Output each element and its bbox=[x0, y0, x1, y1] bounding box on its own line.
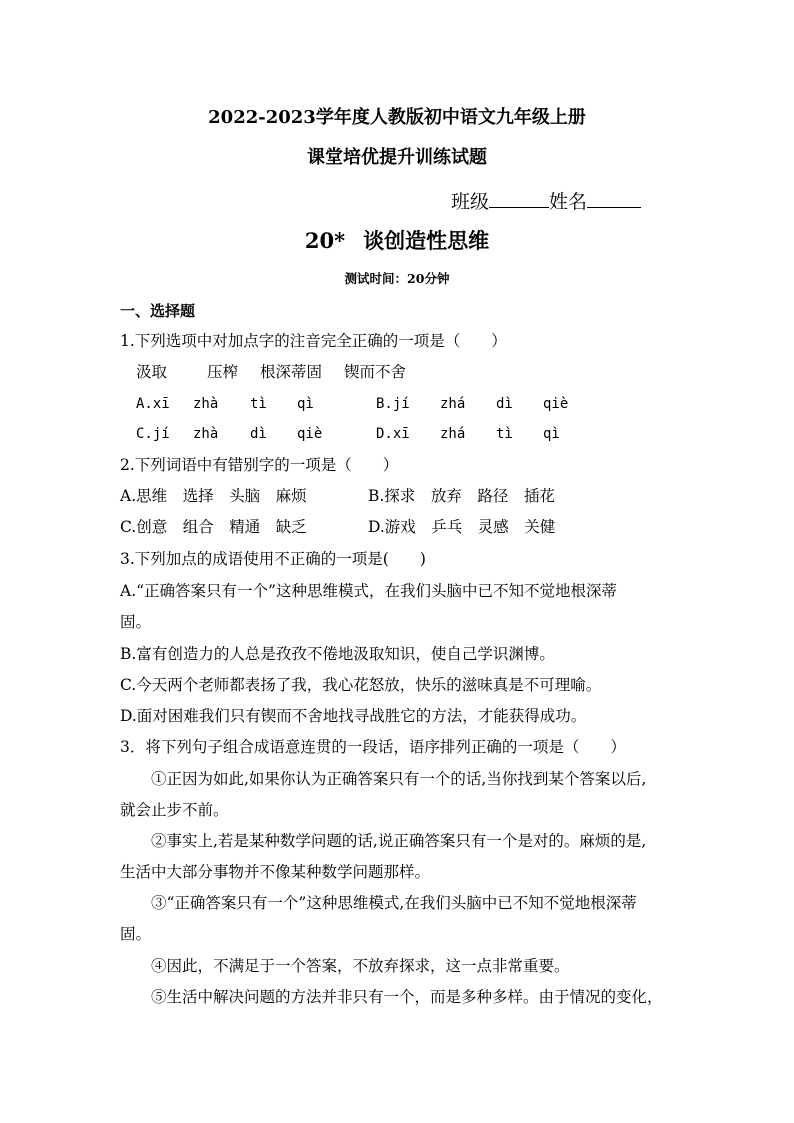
q2-stem: 2.下列词语中有错别字的一项是（ ） bbox=[120, 456, 399, 474]
q1-option-a bbox=[136, 396, 170, 412]
q1-option-c bbox=[136, 426, 170, 442]
pinyin: jí bbox=[392, 396, 410, 412]
q1-option-b bbox=[376, 396, 410, 412]
pinyin: tì bbox=[250, 396, 267, 412]
section-heading: 一、选择题 bbox=[120, 302, 196, 320]
q3-option-a: A.“正确答案只有一个”这种思维模式，在我们头脑中已不知不觉地根深蒂 bbox=[120, 582, 617, 600]
q4-sentence-3-cont: 固。 bbox=[120, 925, 152, 943]
name-blank[interactable] bbox=[587, 189, 641, 208]
q2-option-d: D.游戏 乒乓 灵感 关健 bbox=[368, 518, 556, 536]
q3-option-d: D.面对困难我们只有锲而不舍地找寻战胜它的方法，才能获得成功。 bbox=[120, 707, 587, 725]
student-info bbox=[451, 189, 641, 213]
q1-word: 压榨 bbox=[207, 363, 239, 381]
lesson-heading bbox=[0, 230, 794, 252]
option-letter: B. bbox=[376, 396, 393, 412]
q2-option-c: C.创意 组合 精通 缺乏 bbox=[120, 518, 307, 536]
pinyin: tì bbox=[496, 426, 513, 442]
q2-option-a: A.思维 选择 头脑 麻烦 bbox=[120, 487, 307, 505]
q3-option-c: C.今天两个老师都表扬了我，我心花怒放，快乐的滋味真是不可理喻。 bbox=[120, 676, 602, 694]
lesson-title: 谈创造性思维 bbox=[363, 228, 490, 253]
pinyin: xī bbox=[392, 426, 410, 442]
q1-words bbox=[136, 361, 406, 383]
pinyin: zhà bbox=[193, 396, 219, 412]
q3-stem: 3.下列加点的成语使用不正确的一项是( ) bbox=[120, 550, 426, 568]
q3-option-b: B.富有创造力的人总是孜孜不倦地汲取知识，使自己学识渊博。 bbox=[120, 645, 555, 663]
exam-subtitle: 课堂培优提升训练试题 bbox=[307, 147, 487, 168]
pinyin: qì bbox=[297, 396, 314, 412]
test-time: 测试时间：20分钟 bbox=[344, 271, 450, 286]
q4-sentence-3: ③“正确答案只有一个”这种思维模式,在我们头脑中已不知不觉地根深蒂 bbox=[151, 894, 637, 912]
pinyin: qiè bbox=[543, 396, 569, 412]
q4-sentence-1: ①正因为如此,如果你认为正确答案只有一个的话,当你找到某个答案以后, bbox=[151, 770, 647, 788]
q3-option-a-cont: 固。 bbox=[120, 613, 152, 631]
pinyin: zhá bbox=[440, 396, 466, 412]
pinyin: jí bbox=[152, 426, 170, 442]
q4-sentence-2-cont: 生活中大部分事物并不像某种数学问题那样。 bbox=[120, 863, 431, 881]
q4-sentence-4: ④因此，不满足于一个答案，不放弃探求，这一点非常重要。 bbox=[151, 957, 570, 975]
pinyin: xī bbox=[152, 396, 170, 412]
q4-sentence-2: ②事实上,若是某种数学问题的话,说正确答案只有一个是对的。麻烦的是, bbox=[151, 832, 647, 850]
pinyin: qiè bbox=[297, 426, 323, 442]
lesson-number: 20* bbox=[304, 228, 346, 253]
q2-option-b: B.探求 放弃 路径 插花 bbox=[368, 487, 555, 505]
pinyin: dì bbox=[496, 396, 513, 412]
q1-word: 汲取 bbox=[136, 363, 168, 381]
q1-word: 根深蒂固 bbox=[260, 363, 323, 381]
option-letter: D. bbox=[376, 426, 393, 442]
name-label: 姓名 bbox=[549, 191, 588, 213]
pinyin: dì bbox=[250, 426, 267, 442]
q1-option-d bbox=[376, 426, 410, 442]
q4-sentence-1-cont: 就会止步不前。 bbox=[120, 801, 229, 819]
q1-word: 锲而不舍 bbox=[344, 363, 407, 381]
q4-stem: 3．将下列句子组合成语意连贯的一段话，语序排列正确的一项是（ ） bbox=[120, 738, 626, 756]
q4-sentence-5: ⑤生活中解决问题的方法并非只有一个，而是多种多样。由于情况的变化， bbox=[151, 988, 663, 1006]
class-label: 班级 bbox=[451, 191, 490, 213]
option-letter: C. bbox=[136, 426, 153, 442]
pinyin: qì bbox=[543, 426, 560, 442]
exam-title: 2022-2023学年度人教版初中语文九年级上册 bbox=[208, 107, 586, 128]
pinyin: zhá bbox=[440, 426, 466, 442]
q1-stem: 1.下列选项中对加点字的注音完全正确的一项是（ ） bbox=[120, 332, 507, 350]
pinyin: zhà bbox=[193, 426, 219, 442]
class-blank[interactable] bbox=[489, 189, 549, 208]
option-letter: A. bbox=[136, 396, 153, 412]
